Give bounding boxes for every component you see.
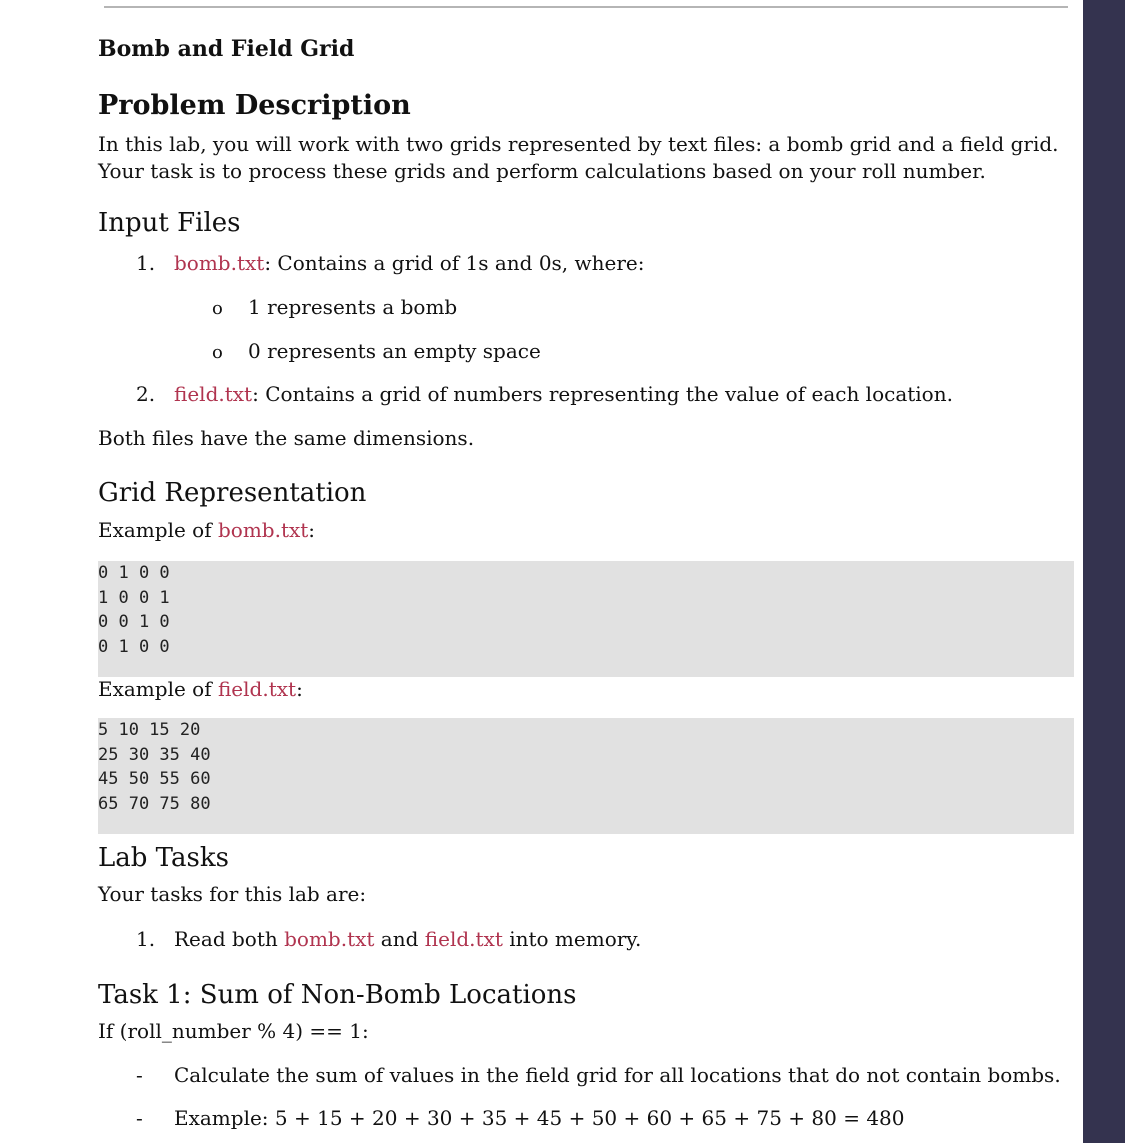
task1-bullet-2 xyxy=(136,1106,905,1130)
dash-bullet-icon: - xyxy=(136,1063,143,1087)
problem-heading: Problem Description xyxy=(98,90,411,121)
bullet-text: Example: 5 + 15 + 20 + 30 + 35 + 45 + 50 + 60 + 65 + 75 + 80 = 480 xyxy=(174,1106,905,1130)
colon: : xyxy=(296,677,303,701)
code-line: 0 1 0 0 xyxy=(98,563,170,583)
task1-condition: If (roll_number % 4) == 1: xyxy=(98,1019,369,1043)
input-item-text: : Contains a grid of 1s and 0s, where: xyxy=(264,251,645,275)
input-item-field xyxy=(136,382,953,406)
code-line: 0 1 0 0 xyxy=(98,636,170,657)
grid-heading: Grid Representation xyxy=(98,478,367,508)
code-line: 1 0 0 1 xyxy=(98,587,170,608)
top-divider xyxy=(104,6,1068,8)
bomb-code-block xyxy=(98,561,1074,677)
dash-bullet-icon: - xyxy=(136,1106,143,1130)
circle-bullet-icon: o xyxy=(212,342,223,363)
file-name-field: field.txt xyxy=(217,677,297,701)
input-item-text: : Contains a grid of numbers representing the value of each location. xyxy=(252,382,953,406)
code-line: 5 10 15 20 xyxy=(98,720,201,740)
label-text: Example of xyxy=(98,518,218,542)
list-number: 1. xyxy=(136,927,156,951)
lab-tasks-heading: Lab Tasks xyxy=(98,843,229,873)
code-line: 45 50 55 60 xyxy=(98,769,211,789)
task1-heading: Task 1: Sum of Non-Bomb Locations xyxy=(98,980,577,1010)
item-text: into memory. xyxy=(502,927,642,951)
list-number: 1. xyxy=(136,251,156,275)
list-number: 2. xyxy=(136,382,156,406)
code-line: 25 30 35 40 xyxy=(98,744,211,765)
input-files-heading: Input Files xyxy=(98,208,241,238)
bullet-empty xyxy=(212,339,541,363)
lab-tasks-intro: Your tasks for this lab are: xyxy=(98,882,367,906)
item-text: Read both xyxy=(174,927,285,951)
code-line: 0 0 1 0 xyxy=(98,612,170,632)
colon: : xyxy=(308,518,316,542)
item-text: and xyxy=(374,927,425,951)
bullet-text: 1 represents a bomb xyxy=(248,295,458,319)
bullet-bomb xyxy=(212,295,457,319)
label-text: Example of xyxy=(98,677,218,701)
file-name-bomb: bomb.txt xyxy=(217,518,309,542)
problem-text: In this lab, you will work with two grids represented by text files: a bomb grid and a field grid. Your task is to process these grids and perform calculations based on your roll number. xyxy=(98,132,1059,183)
lab-task-item xyxy=(136,927,641,951)
field-code-block xyxy=(98,718,1074,834)
file-name-bomb: bomb.txt xyxy=(174,251,265,275)
bullet-text: Calculate the sum of values in the field grid for all locations that do not contain bombs. xyxy=(174,1063,1061,1087)
field-example-label xyxy=(98,677,303,701)
file-name-field: field.txt xyxy=(174,382,253,406)
dimensions-note: Both files have the same dimensions. xyxy=(98,426,475,450)
bomb-example-label xyxy=(98,518,315,542)
task1-bullet-1 xyxy=(136,1063,1061,1087)
circle-bullet-icon: o xyxy=(212,298,223,319)
file-name-bomb: bomb.txt xyxy=(284,927,375,951)
file-name-field: field.txt xyxy=(424,927,503,951)
document-title: Bomb and Field Grid xyxy=(98,36,355,62)
bullet-text: 0 represents an empty space xyxy=(248,339,541,363)
code-line: 65 70 75 80 xyxy=(98,793,211,814)
input-item-bomb xyxy=(136,251,645,275)
